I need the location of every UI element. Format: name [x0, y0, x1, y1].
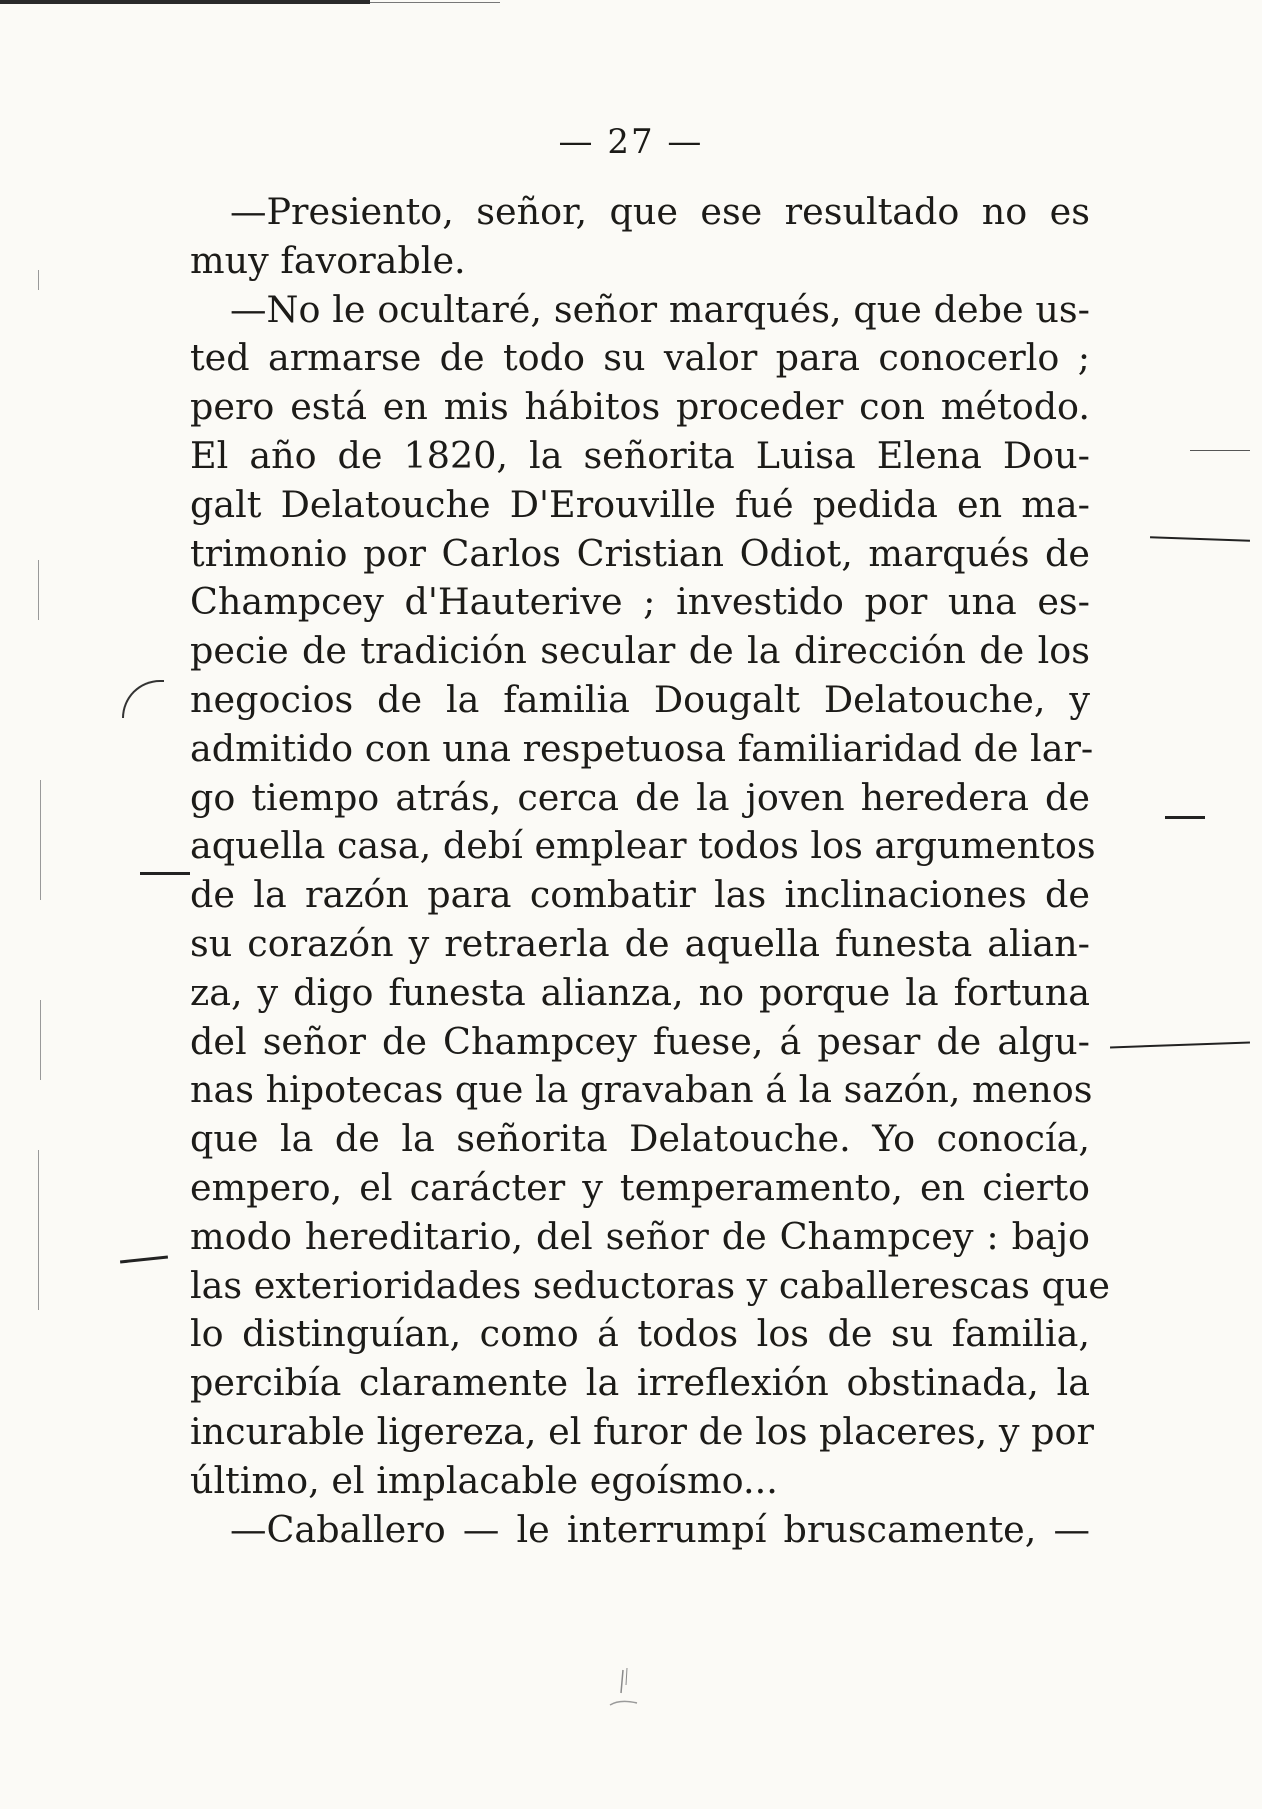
text-line: percibía claramente la irreflexión obstinada, la	[190, 1361, 1090, 1405]
text-line: nas hipotecas que la gravaban á la sazón, menos	[190, 1068, 1093, 1112]
text-line: del señor de Champcey fuese, á pesar de algu-	[190, 1019, 1090, 1063]
text-line: incurable ligereza, el furor de los placeres, y por	[190, 1409, 1094, 1453]
text-line: —No le ocultaré, señor marqués, que debe us-	[230, 287, 1090, 331]
text-line: aquella casa, debí emplear todos los argumentos	[190, 824, 1096, 868]
gutter-speckle	[38, 560, 39, 620]
margin-mark	[1190, 450, 1250, 451]
gutter-speckle	[38, 1150, 39, 1310]
text-line: El año de 1820, la señorita Luisa Elena Dou-	[190, 433, 1090, 477]
margin-mark	[1110, 1042, 1250, 1049]
text-line: admitido con una respetuosa familiaridad de lar-	[190, 726, 1094, 770]
top-edge-rule-thin	[370, 2, 500, 3]
body-text	[190, 188, 1110, 1554]
text-line: —Presiento, señor, que ese resultado no es	[230, 190, 1090, 233]
margin-mark	[120, 1255, 168, 1263]
text-line: último, el implacable egoísmo...	[190, 1458, 778, 1502]
gutter-speckle	[38, 270, 39, 290]
text-line: lo distinguían, como á todos los de su familia,	[190, 1312, 1090, 1356]
gutter-speckle	[40, 1000, 41, 1080]
text-line: muy favorable.	[190, 238, 466, 282]
gutter-speckle	[40, 780, 41, 900]
top-edge-rule	[0, 0, 370, 4]
margin-mark	[1150, 536, 1250, 541]
text-line: ted armarse de todo su valor para conocerlo ;	[190, 336, 1090, 380]
text-line: go tiempo atrás, cerca de la joven heredera de	[190, 775, 1090, 819]
text-line: que la de la señorita Delatouche. Yo conocía,	[190, 1117, 1090, 1161]
text-line: de la razón para combatir las inclinaciones de	[190, 873, 1090, 917]
faint-stamp-mark	[605, 1665, 645, 1715]
margin-mark	[1165, 816, 1205, 819]
text-line: empero, el carácter y temperamento, en cierto	[190, 1165, 1090, 1209]
margin-mark	[122, 680, 164, 718]
page-number: — 27 —	[558, 122, 704, 162]
text-line: —Caballero — le interrumpí bruscamente, —	[230, 1507, 1090, 1551]
text-line: za, y digo funesta alianza, no porque la fortuna	[190, 970, 1090, 1014]
text-line: su corazón y retraerla de aquella funesta alian-	[190, 921, 1090, 965]
text-line: negocios de la familia Dougalt Delatouche, y	[190, 677, 1090, 721]
text-line: Champcey d'Hauterive ; investido por una es-	[190, 580, 1090, 624]
text-line: galt Delatouche D'Erouville fué pedida en ma-	[190, 482, 1090, 526]
margin-mark	[140, 872, 190, 875]
text-line: trimonio por Carlos Cristian Odiot, marqués de	[190, 531, 1090, 575]
text-line: pecie de tradición secular de la dirección de los	[190, 629, 1090, 673]
text-line: las exterioridades seductoras y caballerescas que	[190, 1263, 1110, 1307]
text-line: modo hereditario, del señor de Champcey : bajo	[190, 1214, 1090, 1258]
text-line: pero está en mis hábitos proceder con método.	[190, 385, 1090, 429]
